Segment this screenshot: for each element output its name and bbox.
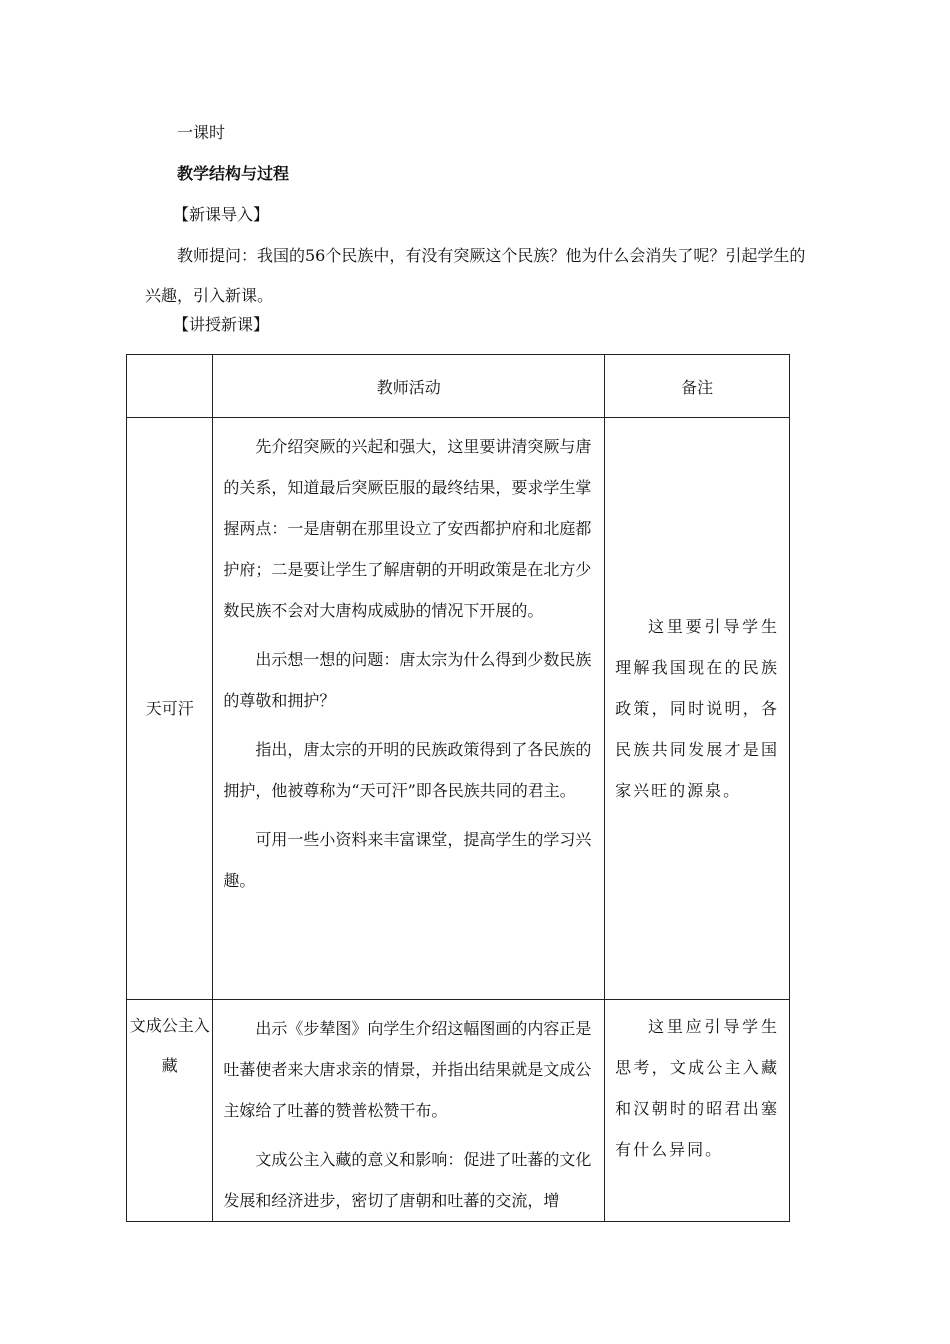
note-text: 这里要引导学生理解我国现在的民族政策，同时说明，各民族共同发展才是国家兴旺的源泉。 — [615, 617, 779, 800]
topic-label: 文成公主入藏 — [129, 1016, 210, 1075]
note-text-wrap — [605, 1000, 789, 1170]
activity-paragraph: 可用一些小资料来丰富课堂，提高学生的学习兴趣。 — [223, 830, 592, 890]
intro-text: 教师提问：我国的56个民族中，有没有突厥这个民族？他为什么会消失了呢？引起学生的兴趣，引入新课。 — [145, 246, 806, 305]
intro-heading: 【新课导入】 — [173, 205, 270, 224]
activity-paragraph: 先介绍突厥的兴起和强大，这里要讲清突厥与唐的关系，知道最后突厥臣服的最终结果，要求学生掌握两点：一是唐朝在那里设立了安西都护府和北庭都护府；二是要让学生了解唐朝的开明政策是在北方少数民族不会对大唐构成威胁的情况下开展的。 — [223, 437, 592, 620]
note-cell — [605, 418, 790, 1000]
header-teacher-activity: 教师活动 — [213, 355, 605, 418]
lesson-table — [126, 354, 790, 1222]
activity-paragraph: 文成公主入藏的意义和影响：促进了吐蕃的文化发展和经济进步，密切了唐朝和吐蕃的交流，增 — [223, 1150, 592, 1210]
header-notes: 备注 — [605, 355, 790, 418]
header-topic — [127, 355, 213, 418]
table-row — [127, 1000, 790, 1222]
note-cell — [605, 1000, 790, 1222]
activity-paragraph: 出示《步辇图》向学生介绍这幅图画的内容正是吐蕃使者来大唐求亲的情景，并指出结果就是文成公主嫁给了吐蕃的赞普松赞干布。 — [223, 1019, 592, 1120]
intro-paragraph — [145, 236, 815, 316]
lesson-hours: 一课时 — [177, 123, 226, 142]
activity-cell — [213, 1000, 605, 1222]
note-text: 这里应引导学生思考，文成公主入藏和汉朝时的昭君出塞有什么异同。 — [615, 1017, 779, 1159]
note-text-wrap — [605, 606, 789, 811]
activity-paragraph: 指出，唐太宗的开明的民族政策得到了各民族的拥护，他被尊称为“天可汗”即各民族共同的君主。 — [223, 740, 592, 800]
section-title: 教学结构与过程 — [177, 164, 290, 183]
lecture-heading: 【讲授新课】 — [173, 315, 270, 334]
activity-cell — [213, 418, 605, 1000]
topic-cell — [127, 1000, 213, 1222]
topic-label: 天可汗 — [145, 698, 194, 718]
activity-paragraph: 出示想一想的问题：唐太宗为什么得到少数民族的尊敬和拥护？ — [223, 650, 592, 710]
table-header-row — [127, 355, 790, 418]
topic-cell — [127, 418, 213, 1000]
table-row — [127, 418, 790, 1000]
